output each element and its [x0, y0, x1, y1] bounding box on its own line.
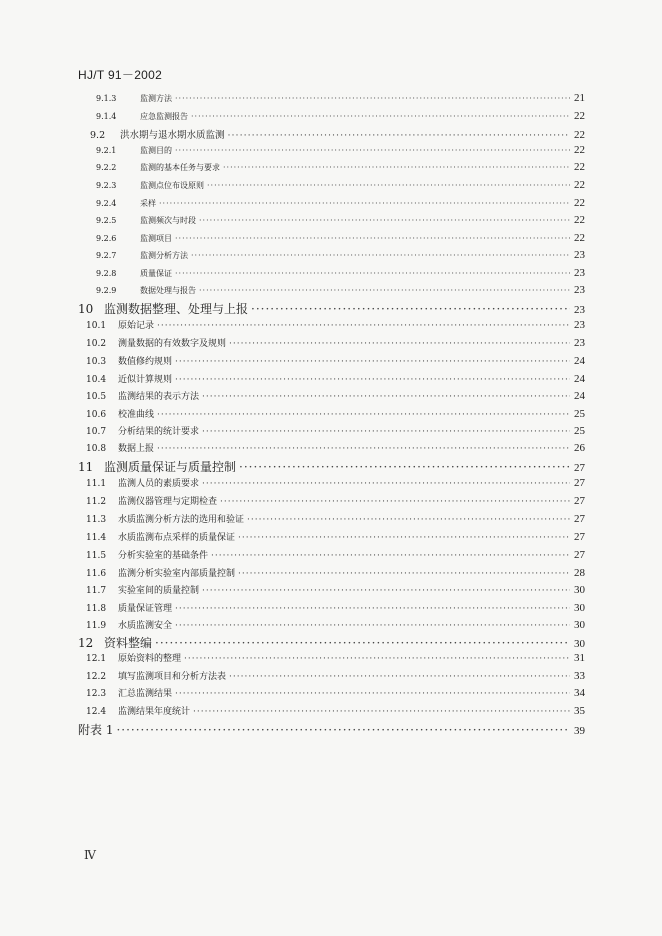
toc-entry-page: 23: [574, 249, 585, 261]
toc-entry-number: 9.2.7: [96, 251, 117, 260]
dot-leader: [251, 302, 570, 316]
dot-leader: [155, 636, 570, 650]
dot-leader: [175, 94, 570, 103]
dot-leader: [202, 427, 570, 437]
toc-entry-page: 22: [574, 214, 585, 226]
dot-leader: [199, 286, 570, 295]
toc-entry-title: 质量保证: [140, 269, 172, 278]
toc-entry[interactable]: [86, 651, 585, 667]
toc-entry-page: 22: [574, 232, 585, 244]
toc-entry[interactable]: [86, 407, 585, 423]
toc-entry-number: 11.4: [86, 533, 107, 543]
toc-entry-number: 11.6: [86, 569, 107, 579]
toc-entry-page: 22: [574, 110, 585, 122]
toc-entry-page: 24: [574, 355, 585, 367]
toc-entry-title: 应急监测报告: [140, 112, 188, 121]
dot-leader: [202, 479, 570, 489]
toc-entry-number: 10.1: [86, 321, 107, 331]
toc-entry[interactable]: [78, 300, 585, 316]
toc-entry-title: 监测分析方法: [140, 251, 188, 260]
toc-entry-title: 监测结果的表示方法: [118, 392, 200, 402]
toc-entry-title: 填写监测项目和分析方法表: [118, 672, 227, 682]
toc-entry[interactable]: [96, 179, 585, 195]
toc-entry-title: 数据处理与报告: [140, 286, 196, 295]
toc-entry-title: 监测结果年度统计: [118, 707, 191, 717]
toc-entry[interactable]: [86, 618, 585, 634]
dot-leader: [191, 251, 570, 260]
dot-leader: [211, 551, 570, 561]
dot-leader: [184, 654, 570, 664]
dot-leader: [175, 689, 570, 699]
dot-leader: [175, 146, 570, 155]
toc-entry[interactable]: [86, 669, 585, 685]
toc-entry-number: 10.3: [86, 357, 107, 367]
toc-entry[interactable]: [96, 144, 585, 160]
toc-entry-title: 数值修约规则: [118, 357, 173, 367]
toc-entry-page: 24: [574, 373, 585, 385]
dot-leader: [159, 199, 570, 208]
toc-entry-page: 27: [574, 495, 585, 507]
toc-entry[interactable]: [86, 686, 585, 702]
toc-entry[interactable]: [96, 92, 585, 108]
toc-entry[interactable]: [78, 634, 585, 650]
toc-entry-number: 9.2.3: [96, 181, 117, 190]
toc-entry-page: 26: [574, 442, 585, 454]
toc-entry-number: 10.8: [86, 444, 107, 454]
toc-entry[interactable]: [86, 354, 585, 370]
toc-entry[interactable]: [86, 336, 585, 352]
toc-entry-page: 35: [574, 705, 585, 717]
toc-entry-page: 30: [574, 602, 585, 614]
toc-entry-number: 9.2: [90, 130, 106, 141]
toc-entry-number: 11.1: [86, 479, 107, 489]
toc-entry-title: 水质监测分析方法的选用和验证: [118, 515, 245, 525]
toc-entry-title: 洪水期与退水期水质监测: [120, 130, 225, 141]
toc-entry-number: 10.7: [86, 427, 107, 437]
dot-leader: [175, 234, 570, 243]
toc-entry[interactable]: [86, 318, 585, 334]
toc-entry[interactable]: [78, 458, 585, 474]
toc-entry-number: 11.5: [86, 551, 107, 561]
dot-leader: [175, 357, 570, 367]
toc-entry-number: 9.1.3: [96, 94, 117, 103]
toc-entry-page: 21: [574, 92, 585, 104]
toc-entry-number: 9.2.8: [96, 269, 117, 278]
dot-leader: [229, 339, 570, 349]
toc-entry[interactable]: [86, 601, 585, 617]
dot-leader: [220, 497, 570, 507]
toc-entry-title: 水质监测布点采样的质量保证: [118, 533, 236, 543]
toc-entry-number: 10.2: [86, 339, 107, 349]
toc-entry-title: 监测方法: [140, 94, 172, 103]
toc-entry-page: 22: [574, 129, 585, 141]
dot-leader: [202, 586, 570, 596]
toc-entry-title: 监测的基本任务与要求: [140, 163, 220, 172]
dot-leader: [175, 604, 570, 614]
toc-entry-page: 23: [574, 267, 585, 279]
toc-entry[interactable]: [96, 161, 585, 177]
toc-entry-title: 汇总监测结果: [118, 689, 173, 699]
toc-entry-page: 27: [574, 549, 585, 561]
toc-entry-page: 22: [574, 144, 585, 156]
toc-entry[interactable]: [96, 214, 585, 230]
toc-entry-title: 分析结果的统计要求: [118, 427, 200, 437]
dot-leader: [207, 181, 570, 190]
dot-leader: [223, 163, 570, 172]
toc-entry-number: 10.4: [86, 375, 107, 385]
toc-entry-title: 水质监测安全: [118, 621, 173, 631]
toc-entry-page: 30: [574, 584, 585, 596]
toc-entry[interactable]: [86, 389, 585, 405]
toc-entry-title: 原始记录: [118, 321, 155, 331]
toc-entry-number: 12.1: [86, 654, 107, 664]
toc-entry-number: 12.2: [86, 672, 107, 682]
toc-entry-page: 30: [574, 619, 585, 631]
toc-entry-page: 23: [574, 337, 585, 349]
toc-entry-title: 原始资料的整理: [118, 654, 182, 664]
toc-entry-page: 22: [574, 197, 585, 209]
toc-entry[interactable]: [96, 197, 585, 213]
dot-leader: [157, 410, 570, 420]
toc-entry-title: 监测数据整理、处理与上报: [104, 302, 249, 316]
toc-entry-title: 监测质量保证与质量控制: [104, 460, 237, 474]
toc-entry-number: 11.8: [86, 604, 107, 614]
toc-entry-number: 12.3: [86, 689, 107, 699]
toc-entry-page: 33: [574, 670, 585, 682]
toc-entry-page: 34: [574, 687, 585, 699]
toc-entry[interactable]: [86, 530, 585, 546]
dot-leader: [175, 269, 570, 278]
toc-entry-number: 10.6: [86, 410, 107, 420]
dot-leader: [239, 460, 570, 474]
toc-entry-number: 11.2: [86, 497, 107, 507]
toc-entry-title: 测量数据的有效数字及规则: [118, 339, 227, 349]
toc-entry-title: 监测频次与时段: [140, 216, 196, 225]
toc-entry-page: 27: [574, 531, 585, 543]
toc-entry[interactable]: [96, 249, 585, 265]
dot-leader: [116, 723, 570, 737]
toc-entry[interactable]: [96, 110, 585, 126]
toc-entry-page: 30: [574, 638, 585, 650]
toc-entry[interactable]: [96, 284, 585, 300]
toc-entry-number: 9.2.6: [96, 234, 117, 243]
toc-entry-title: 近似计算规则: [118, 375, 173, 385]
dot-leader: [193, 707, 570, 717]
toc-entry-title: 质量保证管理: [118, 604, 173, 614]
toc-entry[interactable]: [96, 232, 585, 248]
toc-entry[interactable]: [86, 548, 585, 564]
dot-leader: [238, 533, 570, 543]
toc-entry-page: 23: [574, 319, 585, 331]
toc-entry[interactable]: [86, 583, 585, 599]
toc-entry[interactable]: [86, 441, 585, 457]
toc-entry-number: 11.3: [86, 515, 107, 525]
toc-entry-title: 资料整编: [104, 636, 153, 650]
toc-entry-number: 11: [78, 460, 94, 474]
dot-leader: [157, 444, 570, 454]
toc-entry-page: 31: [574, 652, 585, 664]
toc-entry-title: 分析实验室的基础条件: [118, 551, 209, 561]
dot-leader: [199, 216, 570, 225]
toc-entry-page: 23: [574, 304, 585, 316]
dot-leader: [229, 672, 570, 682]
toc-entry-number: 12.4: [86, 707, 107, 717]
toc-entry-number: 10: [78, 302, 94, 316]
toc-entry-number: 12: [78, 636, 94, 650]
toc-entry-page: 23: [574, 284, 585, 296]
dot-leader: [175, 621, 570, 631]
toc-entry-title: 校准曲线: [118, 410, 155, 420]
page-number-roman: Ⅳ: [84, 848, 96, 862]
toc-entry-title: 监测目的: [140, 146, 172, 155]
toc-entry-page: 25: [574, 408, 585, 420]
toc-entry-number: 9.2.2: [96, 163, 117, 172]
dot-leader: [157, 321, 570, 331]
toc-entry-title: 监测仪器管理与定期检查: [118, 497, 218, 507]
toc-entry-title: 附表 1: [78, 723, 114, 737]
toc-entry-title: 数据上报: [118, 444, 155, 454]
toc-entry[interactable]: [90, 127, 585, 143]
toc-entry-number: 9.2.5: [96, 216, 117, 225]
toc-entry-page: 27: [574, 513, 585, 525]
toc-entry[interactable]: [86, 704, 585, 720]
standard-code: HJ/T 91－2002: [78, 68, 163, 82]
toc-entry-page: 27: [574, 462, 585, 474]
toc-entry-page: 28: [574, 567, 585, 579]
toc-entry-title: 采样: [140, 199, 156, 208]
toc-entry[interactable]: [86, 494, 585, 510]
toc-entry-number: 9.2.4: [96, 199, 117, 208]
toc-entry-number: 10.5: [86, 392, 107, 402]
dot-leader: [247, 515, 570, 525]
toc-entry-page: 22: [574, 161, 585, 173]
toc-entry-page: 39: [574, 725, 585, 737]
toc-entry[interactable]: [86, 372, 585, 388]
dot-leader: [202, 392, 570, 402]
toc-entry[interactable]: [86, 566, 585, 582]
toc-entry-page: 24: [574, 390, 585, 402]
toc-entry-title: 监测分析实验室内部质量控制: [118, 569, 236, 579]
dot-leader: [238, 569, 570, 579]
toc-entry-title: 监测人员的素质要求: [118, 479, 200, 489]
dot-leader: [191, 112, 570, 121]
toc-entry-page: 25: [574, 425, 585, 437]
toc-entry-title: 监测点位布设原则: [140, 181, 204, 190]
toc-entry-title: 监测项目: [140, 234, 172, 243]
toc-entry-number: 11.7: [86, 586, 107, 596]
dot-leader: [175, 375, 570, 385]
dot-leader: [228, 130, 570, 141]
toc-entry[interactable]: [96, 267, 585, 283]
toc-entry-page: 27: [574, 477, 585, 489]
toc-entry-page: 22: [574, 179, 585, 191]
toc-entry-number: 11.9: [86, 621, 107, 631]
toc-entry-number: 9.1.4: [96, 112, 117, 121]
toc-entry[interactable]: [86, 424, 585, 440]
toc-entry-number: 9.2.1: [96, 146, 117, 155]
toc-entry-title: 实验室间的质量控制: [118, 586, 200, 596]
toc-entry[interactable]: [78, 721, 585, 737]
toc-entry[interactable]: [86, 512, 585, 528]
toc-entry-number: 9.2.9: [96, 286, 117, 295]
toc-entry[interactable]: [86, 476, 585, 492]
